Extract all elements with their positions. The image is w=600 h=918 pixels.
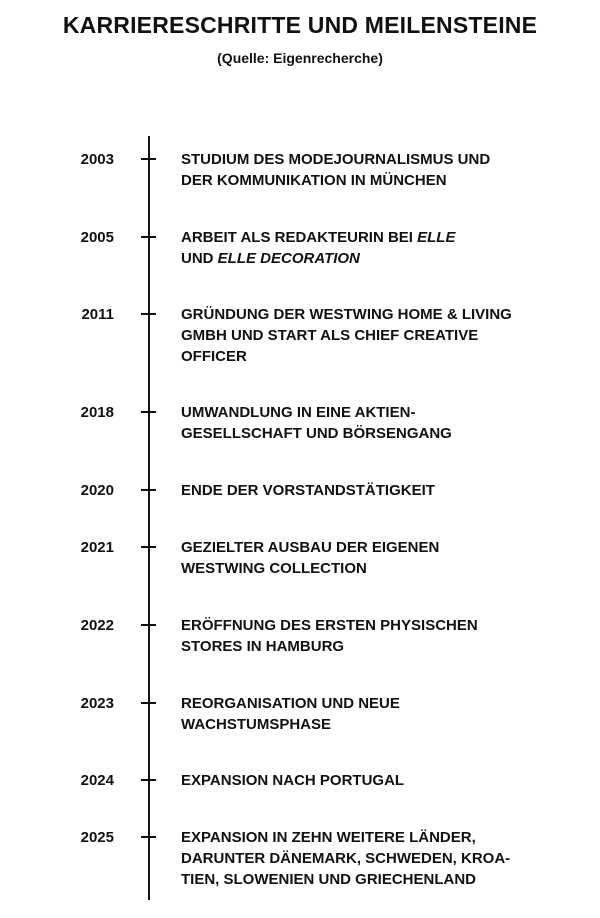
event-label-line [181,537,566,558]
event-label [181,402,566,444]
event-year: 2021 [80,539,114,556]
event-label-line [181,402,566,423]
event-label-text: GEZIELTER AUSBAU DER EIGENEN [181,539,440,556]
event-label-text: ARBEIT ALS REDAKTEURIN BEI [181,229,418,246]
event-label-line [181,170,566,191]
event-label-text: EXPANSION NACH PORTUGAL [181,772,405,789]
event-year: 2020 [80,482,114,499]
event-tick [141,779,156,781]
event-label [181,537,566,579]
event-label-text: DARUNTER DÄNEMARK, SCHWEDEN, KROA- [181,850,511,867]
event-label-text: ERÖFFNUNG DES ERSTEN PHYSISCHEN [181,617,478,634]
event-label-text: GRÜNDUNG DER WESTWING HOME & LIVING [181,306,512,323]
event-label-line [181,423,566,444]
event-year: 2018 [80,404,114,421]
event-label-line [181,636,566,657]
event-label-text: STUDIUM DES MODEJOURNALISMUS UND [181,151,491,168]
event-label-line [181,248,566,269]
timeline-title: KARRIERESCHRITTE UND MEILENSTEINE [62,12,538,38]
event-tick [141,489,156,491]
event-label-text: GMBH UND START ALS CHIEF CREATIVE [181,327,479,344]
event-label [181,827,566,890]
event-label-line [181,558,566,579]
event-label-line [181,827,566,848]
event-tick [141,411,156,413]
event-label-text: TIEN, SLOWENIEN UND GRIECHENLAND [181,871,477,888]
event-year: 2003 [80,151,114,168]
event-label-line [181,325,566,346]
event-label-line [181,480,566,501]
event-label-text: DER KOMMUNIKATION IN MÜNCHEN [181,172,447,189]
event-label [181,304,566,367]
event-label-text: WESTWING COLLECTION [181,560,367,577]
event-label-line [181,346,566,367]
event-tick [141,158,156,160]
event-year: 2023 [80,695,114,712]
event-label-text: ENDE DER VORSTANDSTÄTIGKEIT [181,482,435,499]
event-label [181,149,566,191]
event-label-line [181,770,566,791]
timeline-axis [148,136,150,900]
event-label [181,227,566,269]
event-label-line [181,149,566,170]
event-label-line [181,227,566,248]
timeline-source: (Quelle: Eigenrecherche) [217,50,383,66]
event-year: 2005 [80,229,114,246]
event-label-text: UMWANDLUNG IN EINE AKTIEN- [181,404,416,421]
event-tick [141,313,156,315]
event-tick [141,236,156,238]
event-label-text: WACHSTUMSPHASE [181,716,332,733]
event-label-line [181,304,566,325]
event-year: 2011 [81,306,114,323]
event-tick [141,702,156,704]
event-label-line [181,714,566,735]
event-label-line [181,615,566,636]
event-year: 2024 [80,772,114,789]
event-label-line [181,693,566,714]
event-label-text: GESELLSCHAFT UND BÖRSENGANG [181,425,452,442]
event-label-text: UND [181,250,218,267]
event-tick [141,546,156,548]
event-tick [141,624,156,626]
event-label [181,770,566,791]
event-label-text: ELLE DECORATION [217,250,360,267]
event-label-text: ELLE [417,229,456,246]
event-tick [141,836,156,838]
event-label [181,615,566,657]
event-label-text: STORES IN HAMBURG [181,638,345,655]
event-label-text: REORGANISATION UND NEUE [181,695,400,712]
event-year: 2022 [80,617,114,634]
event-label-line [181,869,566,890]
event-label-text: OFFICER [181,348,247,365]
event-label-text: EXPANSION IN ZEHN WEITERE LÄNDER, [181,829,476,846]
event-label [181,693,566,735]
event-year: 2025 [80,829,114,846]
event-label [181,480,566,501]
event-label-line [181,848,566,869]
